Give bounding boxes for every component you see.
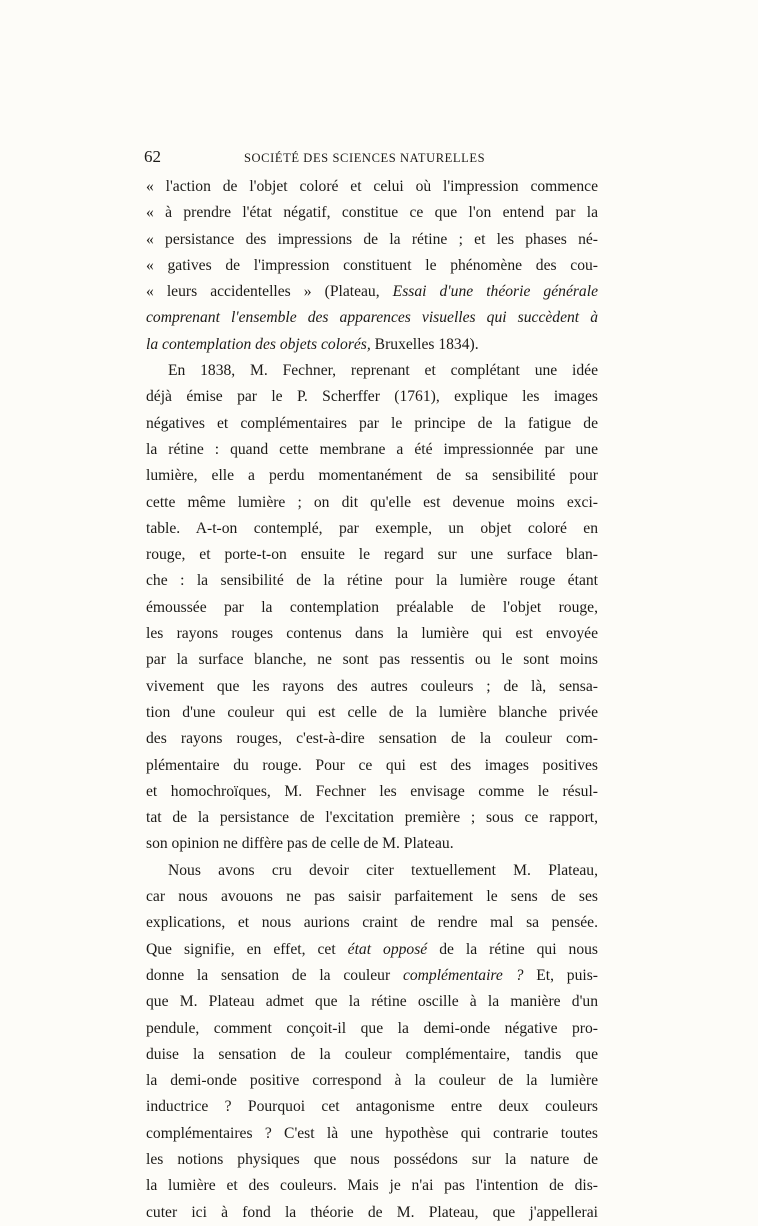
line-text: duise la sensation de la couleur complémentaire, tandis que [146, 1045, 598, 1063]
line-text: par la surface blanche, ne sont pas ressentis ou le sont moins [146, 651, 598, 669]
line-text: Et, puis- [523, 966, 598, 984]
text-line [146, 1094, 598, 1120]
text-line [146, 437, 598, 463]
text-line [146, 674, 598, 700]
text-line [146, 595, 598, 621]
text-line [146, 1200, 598, 1226]
text-line [146, 753, 598, 779]
line-text: « gatives de l'impression constituent le phénomène des cou- [146, 256, 598, 274]
line-text: tion d'une couleur qui est celle de la lumière blanche privée [146, 703, 598, 721]
line-text: table. A-t-on contemplé, par exemple, un objet coloré en [146, 519, 598, 537]
text-line [146, 805, 598, 831]
text-line [146, 1121, 598, 1147]
line-text: complémentaires ? C'est là une hypothèse qui contrarie toutes [146, 1124, 598, 1142]
text-line [146, 516, 598, 542]
text-line [146, 463, 598, 489]
text-line [146, 1016, 598, 1042]
line-text: « l'action de l'objet coloré et celui où l'impression commence [146, 178, 598, 195]
text-line [146, 884, 598, 910]
running-title: SOCIÉTÉ DES SCIENCES NATURELLES [244, 151, 486, 165]
line-text: des rayons rouges, c'est-à-dire sensation de la couleur com- [146, 730, 598, 748]
text-line [146, 1147, 598, 1173]
text-line [146, 358, 598, 384]
line-text: cuter ici à fond la théorie de M. Plateau, que j'appellerai [146, 1203, 598, 1221]
italic-text: état opposé [347, 940, 428, 958]
text-line [146, 726, 598, 752]
line-text: Bruxelles 1834). [370, 335, 479, 353]
italic-text: comprenant l'ensemble des apparences visuelles qui succèdent à [146, 309, 598, 327]
line-text: cette même lumière ; on dit qu'elle est devenue moins exci- [146, 493, 598, 511]
running-head [144, 146, 598, 168]
text-line [146, 200, 598, 226]
page-number: 62 [144, 147, 161, 166]
text-line [146, 384, 598, 410]
text-line [146, 700, 598, 726]
text-line [146, 621, 598, 647]
line-text: les notions physiques que nous possédons sur la nature de [146, 1150, 598, 1168]
text-line [146, 989, 598, 1015]
line-text: rouge, et porte-t-on ensuite le regard sur une surface blan- [146, 546, 598, 564]
line-text: tat de la persistance de l'excitation première ; sous ce rapport, [146, 809, 598, 827]
line-text: pendule, comment conçoit-il que la demi-onde négative pro- [146, 1019, 598, 1037]
text-line [146, 227, 598, 253]
line-text: « leurs accidentelles » (Plateau, [146, 283, 393, 301]
text-line [146, 174, 598, 200]
line-text: de la rétine qui nous [427, 940, 598, 958]
line-text: négatives et complémentaires par le principe de la fatigue de [146, 414, 598, 432]
text-line [146, 831, 598, 857]
line-text: que M. Plateau admet que la rétine oscille à la manière d'un [146, 993, 598, 1011]
line-text: la rétine : quand cette membrane a été impressionnée par une [146, 440, 598, 458]
italic-text: Essai d'une théorie générale [392, 283, 598, 301]
line-text: En 1838, M. Fechner, reprenant et complétant une idée [168, 362, 598, 380]
line-text: son opinion ne diffère pas de celle de M. Plateau. [146, 835, 454, 853]
text-line [146, 1042, 598, 1068]
line-text: vivement que les rayons des autres couleurs ; de là, sensa- [146, 677, 598, 695]
line-text: plémentaire du rouge. Pour ce qui est des images positives [146, 756, 598, 774]
text-line [146, 305, 598, 331]
italic-text: la contemplation des objets colorés, [146, 335, 371, 353]
body-text [146, 174, 598, 1226]
line-text: che : la sensibilité de la rétine pour la lumière rouge étant [146, 572, 598, 590]
text-line [146, 279, 598, 305]
text-line [146, 1068, 598, 1094]
line-text: les rayons rouges contenus dans la lumière qui est envoyée [146, 625, 598, 643]
text-line [146, 490, 598, 516]
line-text: Nous avons cru devoir citer textuellement M. Plateau, [168, 861, 598, 879]
text-line [146, 542, 598, 568]
text-line [146, 779, 598, 805]
text-line [146, 910, 598, 936]
text-line [146, 568, 598, 594]
text-line [146, 858, 598, 884]
line-text: émoussée par la contemplation préalable de l'objet rouge, [146, 598, 598, 616]
line-text: déjà émise par le P. Scherffer (1761), explique les images [146, 388, 598, 406]
text-line [146, 1173, 598, 1199]
line-text: et homochroïques, M. Fechner les envisage comme le résul- [146, 782, 598, 800]
text-line [146, 647, 598, 673]
line-text: inductrice ? Pourquoi cet antagonisme entre deux couleurs [146, 1098, 598, 1116]
text-line [146, 332, 598, 358]
line-text: Que signifie, en effet, cet [146, 940, 348, 958]
line-text: lumière, elle a perdu momentanément de sa sensibilité pour [146, 467, 598, 485]
line-text: « persistance des impressions de la rétine ; et les phases né- [146, 230, 598, 248]
text-line [146, 253, 598, 279]
text-line [146, 411, 598, 437]
line-text: « à prendre l'état négatif, constitue ce que l'on entend par la [146, 204, 598, 222]
text-line [146, 937, 598, 963]
line-text: la demi-onde positive correspond à la couleur de la lumière [146, 1072, 598, 1090]
line-text: explications, et nous aurions craint de rendre mal sa pensée. [146, 914, 598, 932]
line-text: la lumière et des couleurs. Mais je n'ai pas l'intention de dis- [146, 1177, 598, 1195]
line-text: donne la sensation de la couleur [146, 966, 403, 984]
text-line [146, 963, 598, 989]
italic-text: complémentaire ? [402, 966, 524, 984]
line-text: car nous avouons ne pas saisir parfaitement le sens de ses [146, 888, 598, 906]
